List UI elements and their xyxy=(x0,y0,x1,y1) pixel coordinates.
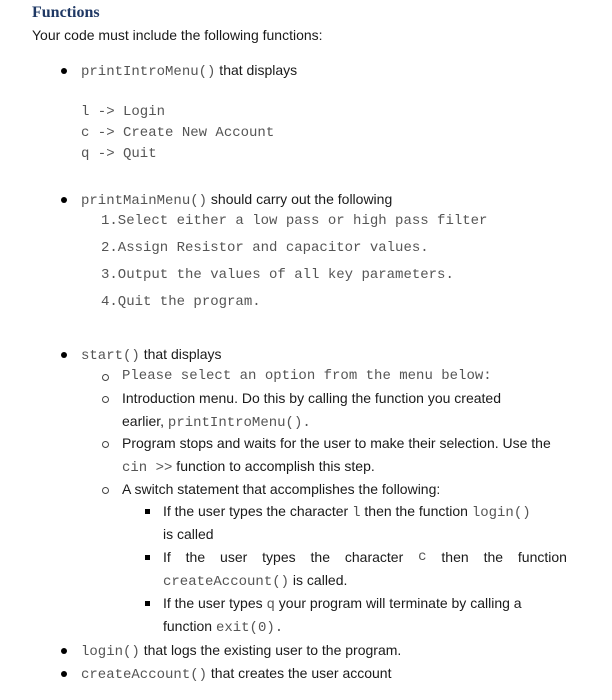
hollow-bullet-icon xyxy=(102,396,109,403)
case-q-line2 xyxy=(163,618,283,636)
case-c-text: is called. xyxy=(289,572,348,588)
print-intro-menu-text: that displays xyxy=(215,62,298,78)
square-bullet-icon xyxy=(145,509,150,514)
start-sub-intro-line2 xyxy=(122,413,311,431)
main-menu-step-2: 2.Assign Resistor and capacitor values. xyxy=(101,240,429,256)
case-c-word: character xyxy=(344,549,404,565)
start-sub-switch: A switch statement that accomplishes the following: xyxy=(122,481,441,497)
case-c-word: the xyxy=(483,549,504,565)
start-sub-intro-line1: Introduction menu. Do this by calling the function you created xyxy=(122,390,501,406)
main-menu-step-4: 4.Quit the program. xyxy=(101,294,261,310)
print-main-menu-item xyxy=(81,191,392,209)
case-c-word: the xyxy=(310,549,330,565)
case-c-char: c xyxy=(418,549,427,565)
bullet-icon xyxy=(61,197,67,203)
case-l-text2: then the function xyxy=(360,503,472,519)
case-c-word: then xyxy=(441,549,469,565)
main-menu-step-1: 1.Select either a low pass or high pass filter xyxy=(101,213,488,229)
print-main-menu-text: should carry out the following xyxy=(207,191,393,207)
case-q-code: exit(0). xyxy=(215,620,284,636)
login-text: that logs the existing user to the program. xyxy=(139,642,402,658)
hollow-bullet-icon xyxy=(102,374,109,381)
case-c-word: If xyxy=(163,549,171,565)
print-intro-menu-item xyxy=(81,62,297,80)
start-sub-wait-line1: Program stops and waits for the user to make their selection. Use the xyxy=(122,435,551,451)
case-q-char: q xyxy=(266,597,275,613)
bullet-icon xyxy=(61,352,67,358)
start-sub-intro-text: earlier, xyxy=(122,413,168,429)
case-q-text: If the user types xyxy=(163,595,267,611)
intro-menu-option-login: l -> Login xyxy=(81,104,166,120)
start-item xyxy=(81,346,222,364)
case-c-line2 xyxy=(163,572,347,590)
case-l-char: l xyxy=(352,505,361,521)
intro-text: Your code must include the following functions: xyxy=(32,27,323,43)
print-intro-menu-code: printIntroMenu() xyxy=(81,64,216,80)
start-sub-wait-line2 xyxy=(122,458,375,476)
create-account-item xyxy=(81,665,391,683)
case-q-text2: your program will terminate by calling a xyxy=(274,595,522,611)
square-bullet-icon xyxy=(145,601,150,606)
login-item xyxy=(81,642,401,660)
hollow-bullet-icon xyxy=(102,441,109,448)
bullet-icon xyxy=(61,68,67,74)
case-q-text3: function xyxy=(163,618,216,634)
case-l-text: If the user types the character xyxy=(163,503,353,519)
start-sub-wait-text: function to accomplish this step. xyxy=(172,458,375,474)
case-c-word: the xyxy=(185,549,206,565)
case-l-line1 xyxy=(163,503,531,521)
case-c-word: user xyxy=(220,549,248,565)
start-sub-intro-code: printIntroMenu(). xyxy=(167,415,311,431)
case-c-code: createAccount() xyxy=(163,574,290,590)
case-c-line1 xyxy=(163,549,567,565)
case-q-line1 xyxy=(163,595,522,613)
intro-menu-option-create: c -> Create New Account xyxy=(81,125,275,141)
bullet-icon xyxy=(61,671,67,677)
case-c-word: types xyxy=(262,549,296,565)
intro-menu-option-quit: q -> Quit xyxy=(81,146,157,162)
section-heading: Functions xyxy=(32,4,100,21)
main-menu-step-3: 3.Output the values of all key parameters. xyxy=(101,267,454,283)
start-text: that displays xyxy=(139,346,222,362)
create-account-code: createAccount() xyxy=(81,667,208,683)
square-bullet-icon xyxy=(145,555,150,560)
case-c-word: function xyxy=(517,549,567,565)
bullet-icon xyxy=(61,648,67,654)
start-sub-wait-code: cin >> xyxy=(122,460,173,476)
case-l-line2: is called xyxy=(163,526,214,542)
print-main-menu-code: printMainMenu() xyxy=(81,193,208,209)
case-l-code: login() xyxy=(471,505,531,521)
start-code: start() xyxy=(81,348,140,364)
hollow-bullet-icon xyxy=(102,487,109,494)
create-account-text: that creates the user account xyxy=(207,665,392,681)
login-code: login() xyxy=(81,644,140,660)
start-sub-prompt: Please select an option from the menu below: xyxy=(122,368,492,384)
